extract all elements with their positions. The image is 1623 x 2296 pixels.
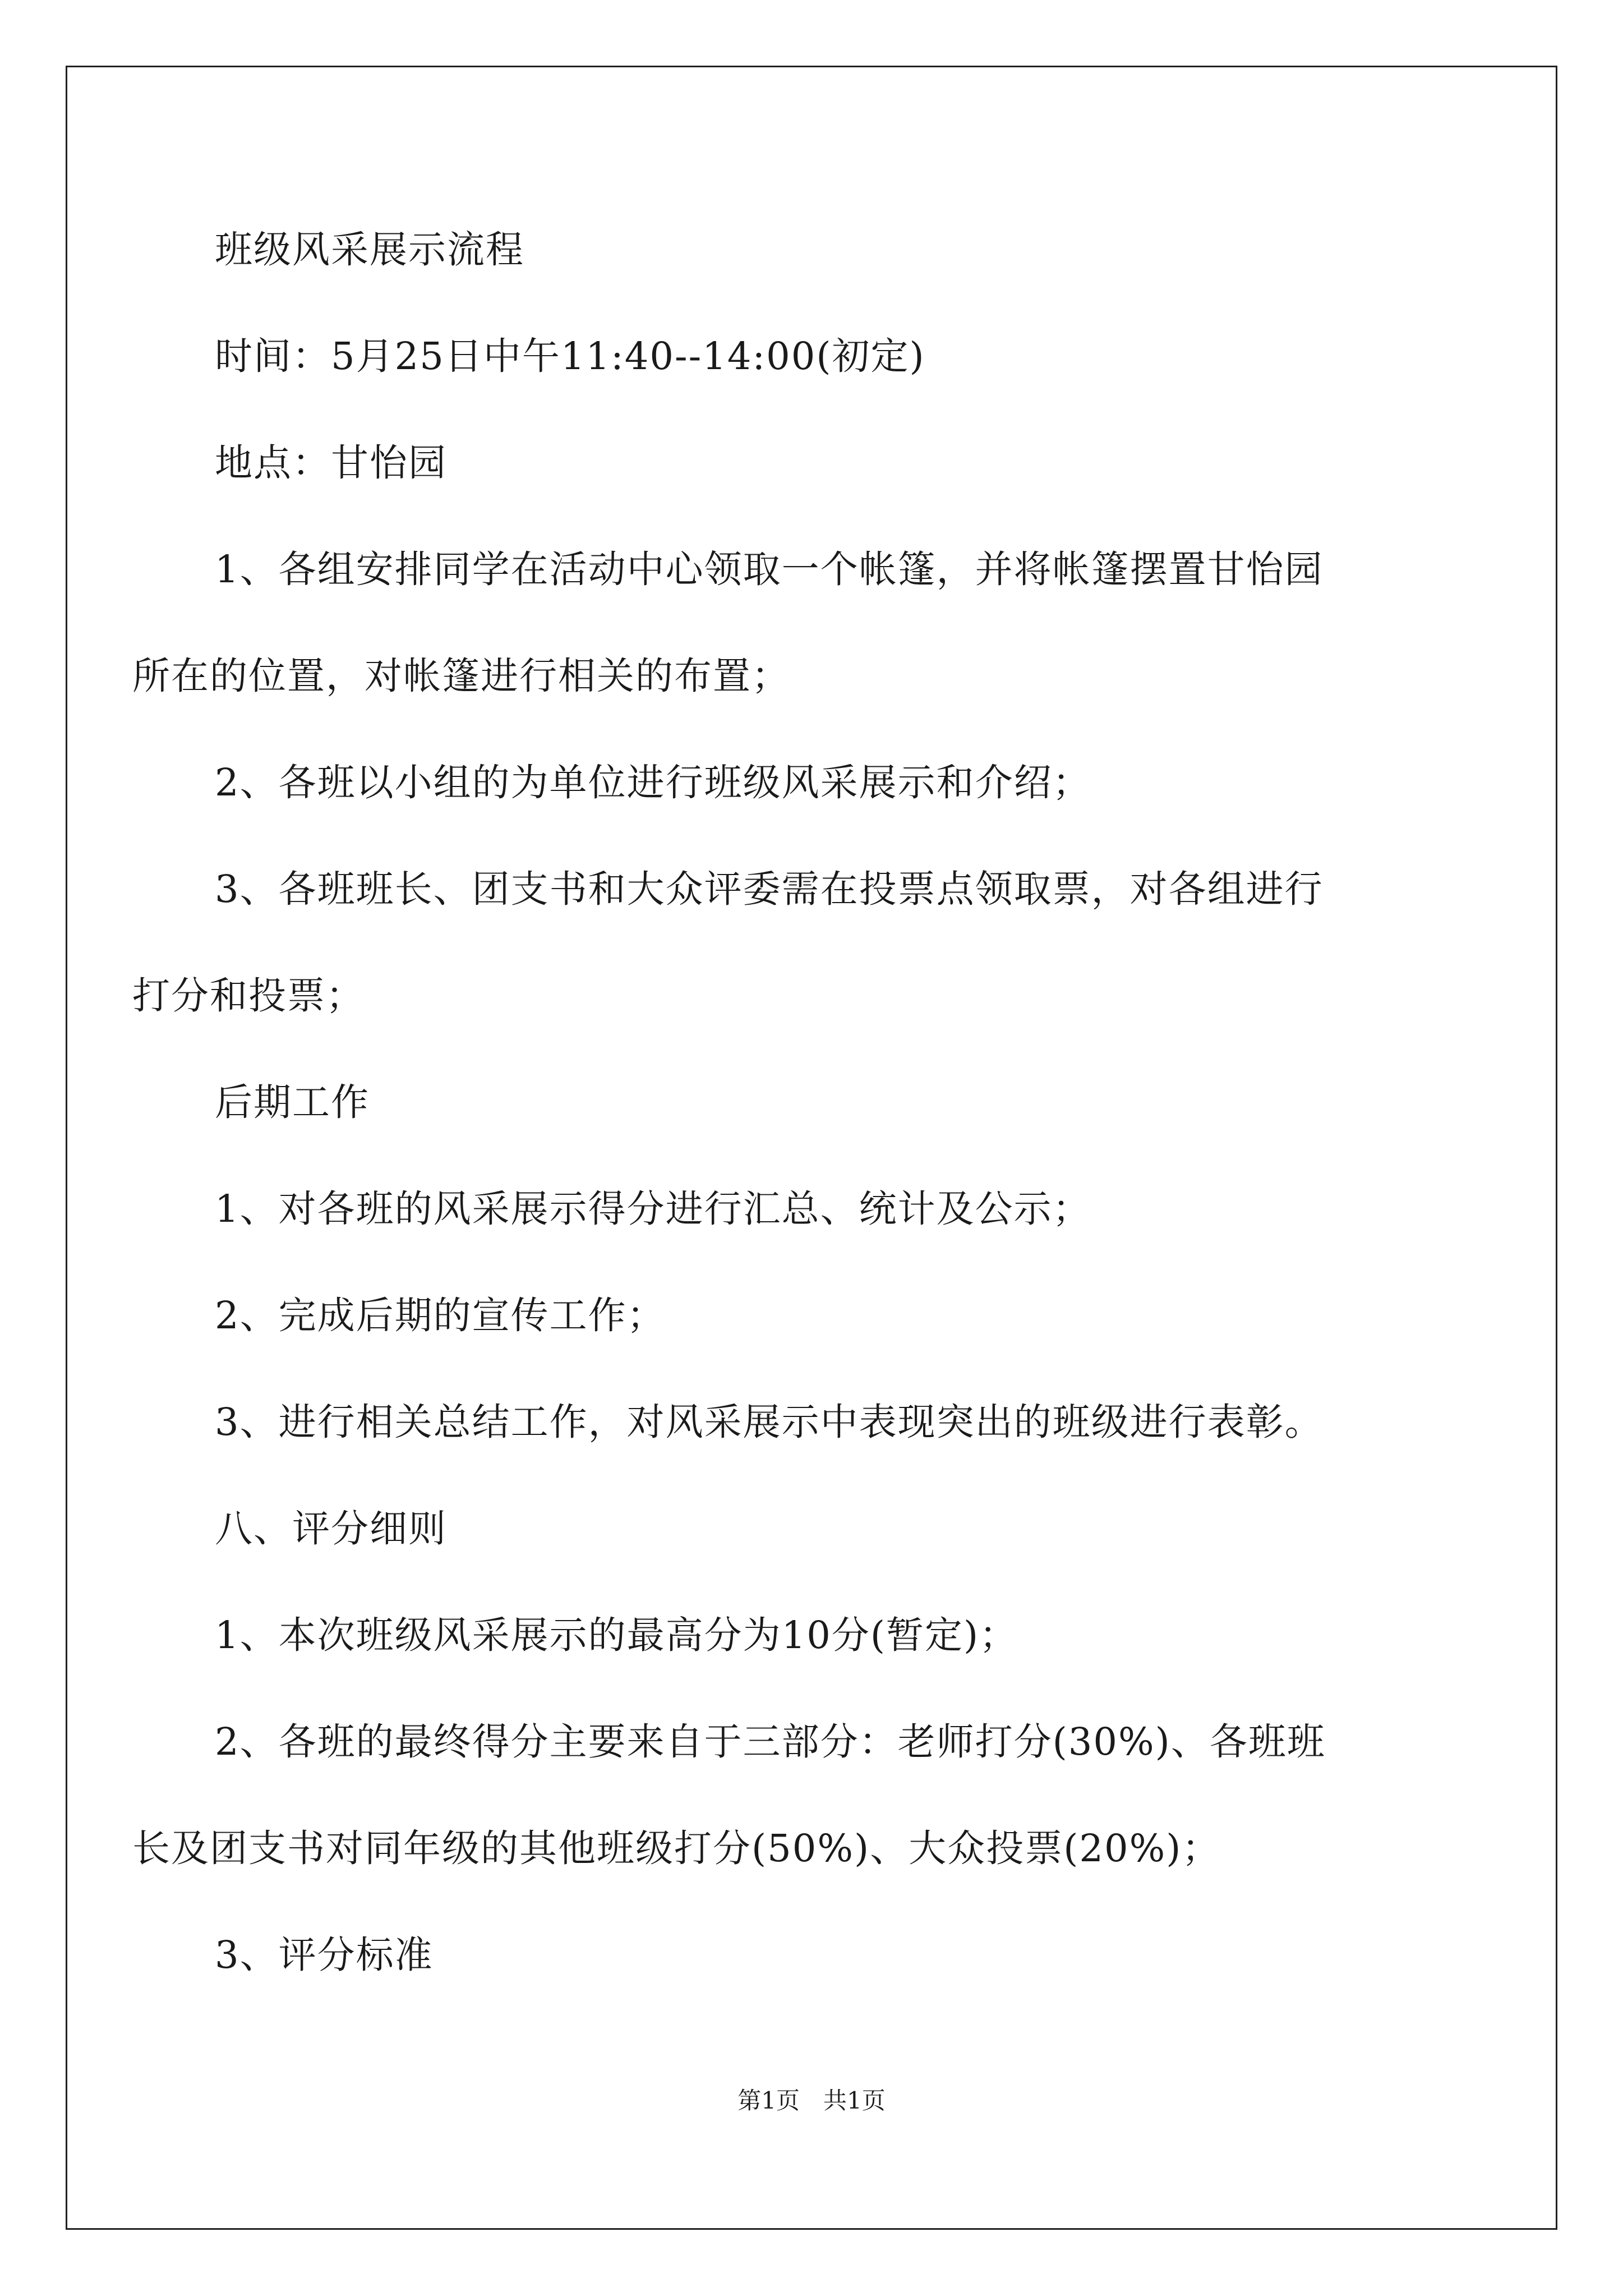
paragraph-step-1-cont: 所在的位置，对帐篷进行相关的布置； [132,654,790,698]
paragraph-later-2: 2、完成后期的宣传工作； [215,1294,666,1337]
paragraph-later-1: 1、对各班的风采展示得分进行汇总、统计及公示； [215,1187,1091,1231]
paragraph-step-1: 1、各组安排同学在活动中心领取一个帐篷，并将帐篷摆置甘怡园 [215,547,1324,591]
paragraph-time: 时间：5月25日中午11:40--14:00(初定) [215,334,925,378]
paragraph-step-3: 3、各班班长、团支书和大众评委需在投票点领取票，对各组进行 [215,867,1324,911]
section-heading-later-work: 后期工作 [215,1080,370,1124]
page-footer: 第1页 共1页 [737,2087,886,2114]
paragraph-step-2: 2、各班以小组的为单位进行班级风采展示和介绍； [215,761,1091,804]
paragraph-scoring-3: 3、评分标准 [215,1933,434,1977]
paragraph-scoring-1: 1、本次班级风采展示的最高分为10分(暂定)； [215,1613,1018,1657]
page-frame [66,66,1557,2230]
paragraph-scoring-2: 2、各班的最终得分主要来自于三部分：老师打分(30%)、各班班 [215,1720,1326,1764]
paragraph-scoring-2-cont: 长及团支书对同年级的其他班级打分(50%)、大众投票(20%)； [132,1826,1221,1870]
paragraph-place: 地点：甘怡园 [215,441,447,485]
section-heading-scoring: 八、评分细则 [215,1507,447,1550]
paragraph-step-3-cont: 打分和投票； [132,974,365,1018]
paragraph-later-3: 3、进行相关总结工作，对风采展示中表现突出的班级进行表彰。 [215,1400,1324,1444]
document-title: 班级风采展示流程 [215,228,524,272]
